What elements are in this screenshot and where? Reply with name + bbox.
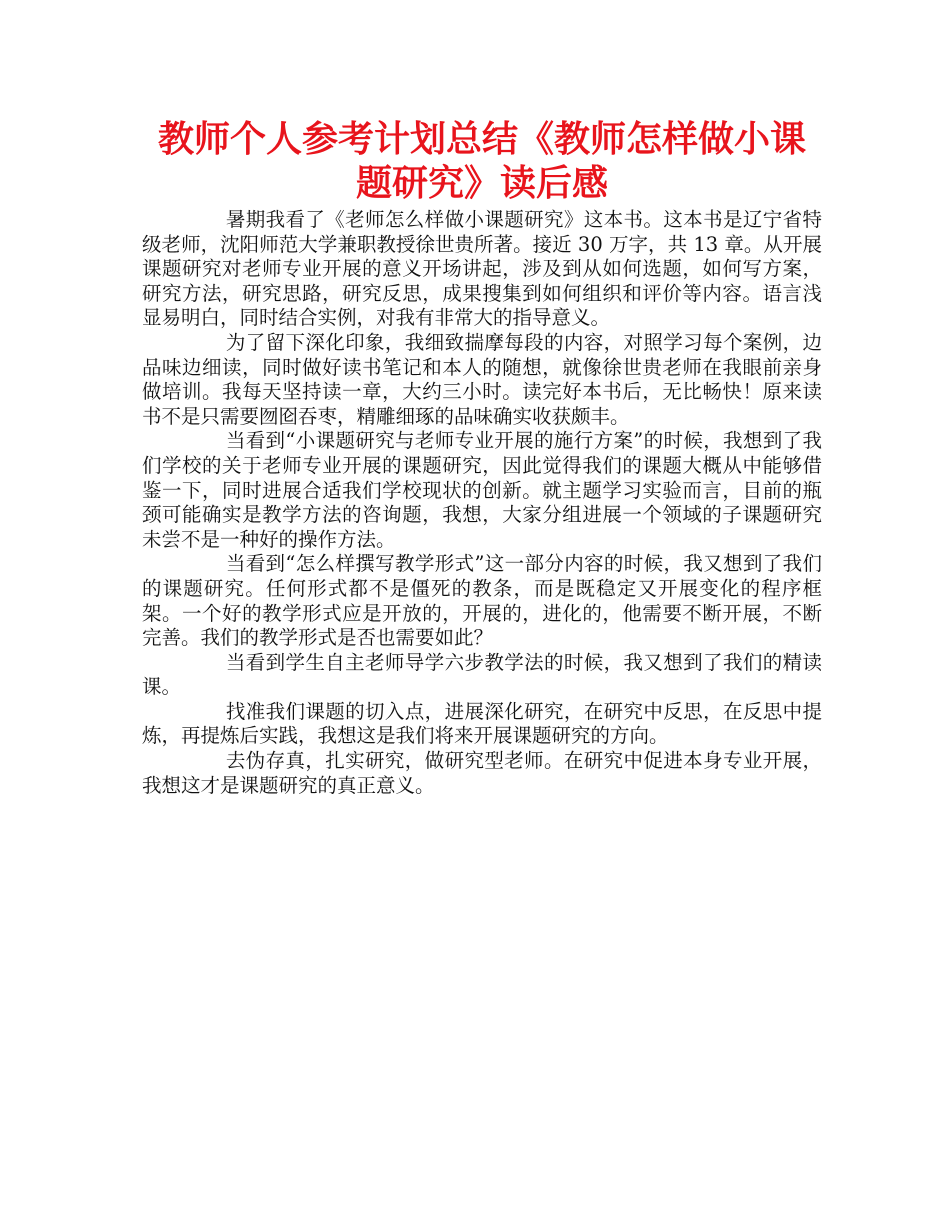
paragraph: 暑期我看了《老师怎么样做小课题研究》这本书。这本书是辽宁省特级老师，沈阳师范大学兼职教授徐世贵所著。接近 30 万字，共 13 章。从开展课题研究对老师专业开展的意义开场讲起，涉及到从如何选题，如何写方案，研究方法，研究思路，研究反思，成果搜集到如何组织和评价等内容。语言浅显易明白，同时结合实例，对我有非常大的指导意义。 [142, 208, 822, 330]
paragraph: 去伪存真，扎实研究，做研究型老师。在研究中促进本身专业开展，我想这才是课题研究的真正意义。 [142, 749, 822, 797]
document-title: 教师个人参考计划总结《教师怎样做小课题研究》读后感 [157, 119, 806, 204]
paragraph: 当看到学生自主老师导学六步教学法的时候，我又想到了我们的精读课。 [142, 650, 822, 699]
paragraph: 当看到“小课题研究与老师专业开展的施行方案”的时候，我想到了我们学校的关于老师专业开展的课题研究，因此觉得我们的课题大概从中能够借鉴一下，同时进展合适我们学校现状的创新。就主题学习实验而言，目前的瓶颈可能确实是教学方法的咨询题，我想，大家分组进展一个领域的子课题研究未尝不是一种好的操作方法。 [142, 429, 822, 551]
paragraph: 为了留下深化印象，我细致揣摩每段的内容，对照学习每个案例，边品味边细读，同时做好读书笔记和本人的随想，就像徐世贵老师在我眼前亲身做培训。我每天坚持读一章，大约三小时。读完好本书后，无比畅快！原来读书不是只需要囫囵吞枣，精雕细琢的品味确实收获颇丰。 [142, 330, 822, 428]
paragraph: 当看到“怎么样撰写教学形式”这一部分内容的时候，我又想到了我们的课题研究。任何形式都不是僵死的教条，而是既稳定又开展变化的程序框架。一个好的教学形式应是开放的，开展的，进化的，他需要不断开展，不断完善。我们的教学形式是否也需要如此？ [142, 552, 822, 650]
document-page [142, 118, 822, 798]
document-body [142, 208, 822, 798]
paragraph: 找准我们课题的切入点，进展深化研究，在研究中反思，在反思中提炼，再提炼后实践，我想这是我们将来开展课题研究的方向。 [142, 699, 822, 748]
